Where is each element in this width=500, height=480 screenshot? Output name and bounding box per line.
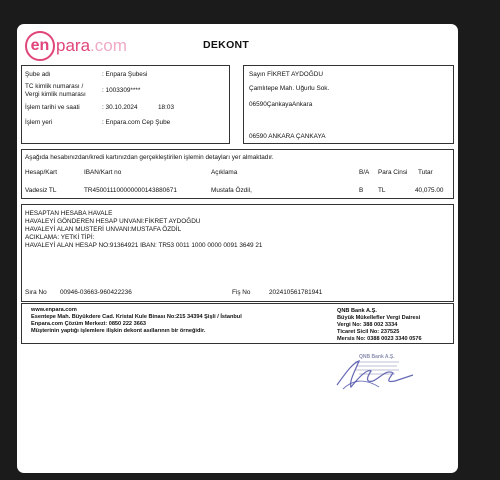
address-line-4: 06590 ANKARA ÇANKAYA — [249, 133, 326, 140]
sequence-value: 00946-03663-960422236 — [60, 289, 132, 296]
cell-para: TL — [378, 187, 386, 194]
location-value: : Enpara.com Cep Şube — [102, 119, 171, 126]
mersis-number: Mersis No: 0388 0023 3340 0576 — [337, 336, 422, 342]
bank-name: QNB Bank A.Ş. — [337, 308, 377, 314]
branch-label: Şube adı — [25, 71, 51, 78]
col-ba: B/A — [359, 169, 370, 176]
transfer-line-2: HAVALEYİ GÖNDEREN HESAP UNVANI:FİKRET AYDOĞDU — [25, 218, 201, 225]
footer-note: Müşterinin yaptığı işlemlere ilişkin dekont asıllarının bir örneğidir. — [31, 328, 206, 334]
time-value: 18:03 — [158, 104, 174, 111]
trade-registry: Ticaret Sicil No: 237525 — [337, 329, 400, 335]
branch-value: : Enpara Şubesi — [102, 71, 148, 78]
address-box — [243, 65, 454, 144]
tax-office: Büyük Mükellefler Vergi Dairesi — [337, 315, 421, 321]
date-label: İşlem tarihi ve saati — [25, 104, 80, 111]
stamp-bank-text: QNB Bank A.Ş. — [359, 354, 395, 360]
transfer-line-5: HAVALEYİ ALAN HESAP NO:91364921 IBAN: TR53 0011 1000 0000 0091 3649 21 — [25, 242, 263, 249]
col-iban: IBAN/Kart no — [84, 169, 122, 176]
transfer-line-4: ACIKLAMA: YETKİ TİPİ: — [25, 234, 95, 241]
document-title: DEKONT — [203, 39, 250, 51]
tc-value: : 1003309**** — [102, 87, 141, 94]
footer-box — [21, 303, 454, 344]
transfer-line-1: HESAPTAN HESABA HAVALE — [25, 210, 113, 217]
details-intro: Aşağıda hesabınızdan/kredi kartınızdan gerçekleştirilen işlemin detayları yer almaktadır. — [25, 154, 274, 161]
col-aciklama: Açıklama — [211, 169, 238, 176]
stamp-signature — [329, 351, 419, 393]
info-box — [21, 65, 230, 144]
logo-circle: en — [25, 31, 55, 61]
cell-ba: B — [359, 187, 364, 194]
transfer-box — [21, 204, 454, 302]
cell-tutar: 40,075.00 — [415, 187, 444, 194]
cell-hesap: Vadesiz TL — [25, 187, 57, 194]
receipt-paper — [17, 24, 458, 473]
footer-website: www.enpara.com — [31, 307, 77, 313]
tc-label-2: Vergi kimlik numarası — [25, 91, 86, 98]
footer-support: Enpara.com Çözüm Merkezi: 0850 222 3663 — [31, 321, 147, 327]
receipt-no-label: Fiş No — [232, 289, 251, 296]
address-line-3: 06590ÇankayaAnkara — [249, 101, 313, 108]
tax-number: Vergi No: 388 002 3334 — [337, 322, 398, 328]
logo-para: para — [56, 36, 91, 55]
receipt-no-value: 202410561781941 — [269, 289, 323, 296]
col-hesap: Hesap/Kart — [25, 169, 57, 176]
transfer-line-3: HAVALEYİ ALAN MUSTERİ UNVANI:MUSTAFA ÖZDİL — [25, 226, 182, 233]
footer-address: Esentepe Mah. Büyükdere Cad. Kristal Kule Binası No:215 34394 Şişli / İstanbul — [31, 314, 242, 320]
enpara-logo — [25, 30, 127, 62]
sequence-label: Sıra No — [25, 289, 47, 296]
address-line-1: Sayın FİKRET AYDOĞDU — [249, 71, 323, 78]
logo-com: .com — [90, 36, 127, 55]
cell-iban: TR450011100000000143880671 — [84, 187, 177, 194]
col-para: Para Cinsi — [378, 169, 408, 176]
signature-graphic — [329, 351, 419, 393]
details-box — [21, 149, 454, 199]
location-label: İşlem yeri — [25, 119, 53, 126]
col-tutar: Tutar — [418, 169, 433, 176]
date-value: : 30.10.2024 — [102, 104, 138, 111]
tc-label-1: TC kimlik numarası / — [25, 83, 84, 90]
cell-aciklama: Mustafa Özdil, — [211, 187, 252, 194]
address-line-2: Çamlıtepe Mah. Uğurlu Sok. — [249, 85, 330, 92]
